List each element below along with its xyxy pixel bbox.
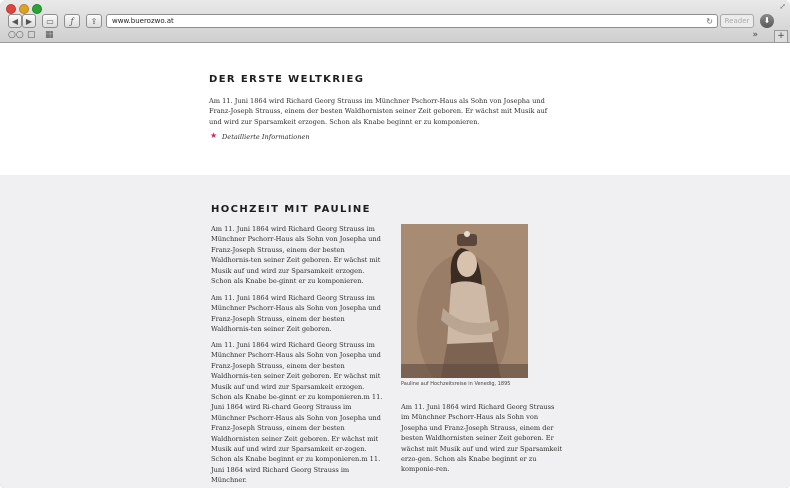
bookmarks-icon[interactable]: ▢ [27, 30, 36, 40]
reading-list-icon[interactable]: ○○ [8, 30, 24, 40]
photo-caption: Pauline auf Hochzeitsreise in Venedig, 1895 [401, 381, 511, 387]
top-sites-icon[interactable]: ▦ [45, 30, 54, 40]
section-weltkrieg [0, 43, 790, 175]
url-text: www.buerozwo.at [112, 17, 174, 25]
paragraph: Am 11. Juni 1864 wird Richard Georg Strauss im Münchner Pschorr-Haus als Sohn von Josepha und Franz-Joseph Strauss, einem der besten Waldhornis-ten seiner Zeit geboren. Er wächst mit Musik auf und wird zur Sparsamkeit erzogen. Schon als Knabe be-ginnt er zu komponieren.m 11. Juni 1864 wird Ri-chard Georg Strauss im Münchner Pschorr-Haus als Sohn von Josepha und Franz-Joseph Strauss, einem der besten Waldhornisten seiner Zeit geboren. Er wächst mit Musik auf und wird zur Sparsamkeit er-zogen. Schon als Knabe beginnt er zu komponieren.m 11. Juni 1864 wird Richard Georg Strauss im Münchner. [211, 341, 383, 485]
portrait-illustration [401, 224, 528, 378]
share-button[interactable] [86, 14, 102, 28]
side-paragraph: Am 11. Juni 1864 wird Richard Georg Strauss im Münchner Pschorr-Haus als Sohn von Josepha und Franz-Joseph Strauss, einem der besten Waldhornisten seiner Zeit geboren. Er wächst mit Musik auf und wird zur Sparsamkeit erzo-gen. Schon als Knabe beginnt er zu komponie-ren. [401, 403, 563, 474]
back-arrow-icon: ◀ [11, 17, 19, 26]
fullscreen-icon[interactable]: ⤢ [779, 2, 786, 11]
downloads-button[interactable] [760, 14, 774, 28]
function-icon: ƒ [70, 17, 74, 26]
paragraph: Am 11. Juni 1864 wird Richard Georg Strauss im Münchner Pschorr-Haus als Sohn von Josepha und Franz-Joseph Strauss, einem der besten Waldhornis-ten seiner Zeit geboren. [211, 294, 381, 334]
section-title: HOCHZEIT MIT PAULINE [211, 204, 371, 215]
address-bar[interactable] [106, 14, 718, 28]
sidebar-icon: ▭ [46, 17, 54, 26]
minimize-window-button[interactable] [19, 4, 29, 14]
download-icon: ⬇ [763, 16, 771, 25]
share-icon: ⇪ [90, 17, 98, 26]
browser-toolbar [0, 0, 790, 43]
star-icon: ★ [210, 131, 218, 140]
page-content [0, 43, 790, 488]
forward-arrow-icon: ▶ [25, 17, 33, 26]
details-link[interactable]: Detaillierte Informationen [222, 133, 310, 141]
zoom-window-button[interactable] [32, 4, 42, 14]
script-button[interactable] [64, 14, 80, 28]
paragraph: Am 11. Juni 1864 wird Richard Georg Strauss im Münchner Pschorr-Haus als Sohn von Josepha und Franz-Joseph Strauss, einem der besten Waldhornis-ten seiner Zeit geboren. Er wächst mit Musik auf und wird zur Sparsamkeit erzogen. Schon als Knabe be-ginnt er zu komponieren. [211, 225, 381, 286]
close-window-button[interactable] [6, 4, 16, 14]
forward-button[interactable] [22, 14, 36, 28]
back-button[interactable] [8, 14, 22, 28]
section-paragraph: Am 11. Juni 1864 wird Richard Georg Strauss im Münchner Pschorr-Haus als Sohn von Josepha und Franz-Joseph Strauss, einem der besten Waldhornisten seiner Zeit geboren. Er wächst mit Musik auf und wird zur Sparsamkeit erzogen. Schon als Knabe beginnt er zu komponieren. [209, 97, 548, 126]
more-bookmarks-icon[interactable]: » [752, 30, 758, 40]
reader-button[interactable]: Reader [720, 14, 754, 28]
section-hochzeit [0, 175, 790, 488]
new-tab-button[interactable]: + [774, 30, 788, 43]
pauline-photo [401, 224, 528, 378]
reload-icon[interactable]: ↻ [706, 17, 713, 26]
section-title: DER ERSTE WELTKRIEG [209, 74, 365, 85]
sidebar-button[interactable] [42, 14, 58, 28]
